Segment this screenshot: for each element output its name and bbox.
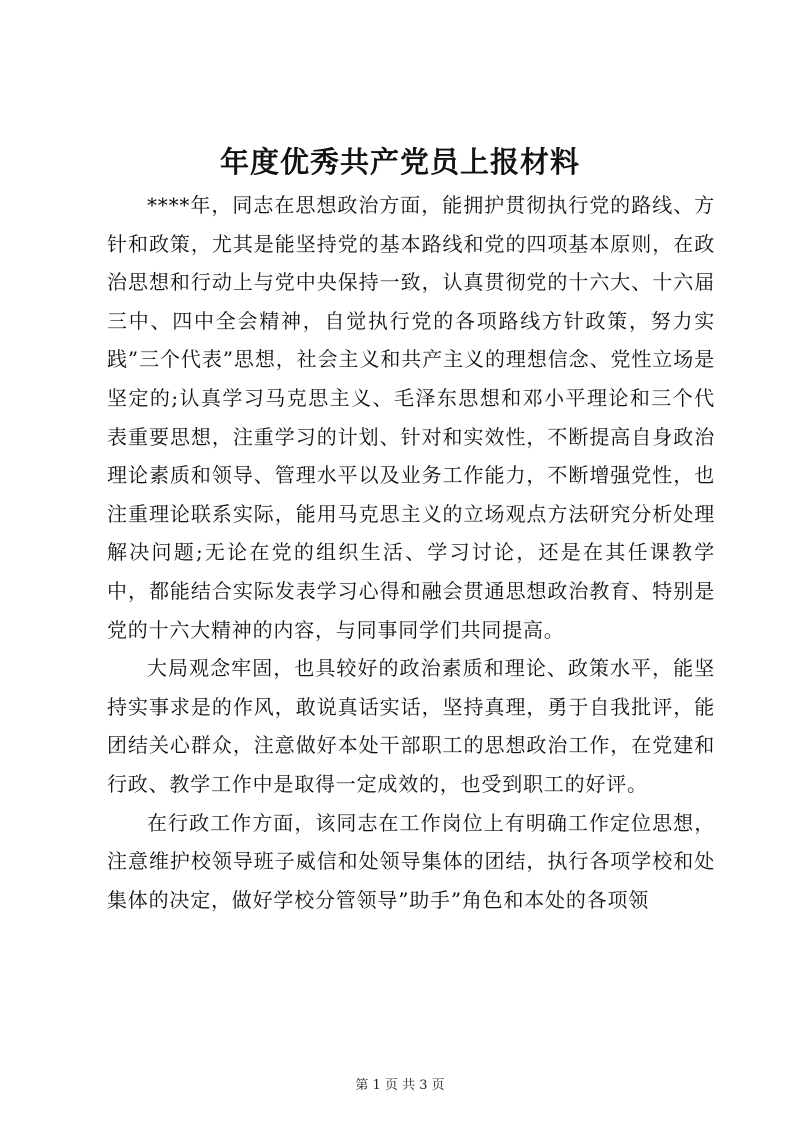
document-body [107, 186, 715, 919]
page-footer: 第 1 页 共 3 页 [355, 1078, 445, 1093]
document-title: 年度优秀共产党员上报材料 [219, 145, 580, 179]
paragraph-2: 大局观念牢固，也具较好的政治素质和理论、政策水平，能坚持实事求是的作风，敢说真话实话，坚持真理，勇于自我批评，能团结关心群众，注意做好本处干部职工的思想政治工作，在党建和行政、教学工作中是取得一定成效的，也受到职工的好评。 [107, 656, 715, 796]
paragraph-3: 在行政工作方面，该同志在工作岗位上有明确工作定位思想，注意维护校领导班子威信和处领导集体的团结，执行各项学校和处集体的决定，做好学校分管领导”助手”角色和本处的各项领 [107, 810, 715, 912]
paragraph-1: ****年，同志在思想政治方面，能拥护贯彻执行党的路线、方针和政策，尤其是能坚持党的基本路线和党的四项基本原则，在政治思想和行动上与党中央保持一致，认真贯彻党的十六大、十六届三中、四中全会精神，自觉执行党的各项路线方针政策，努力实践”三个代表”思想，社会主义和共产主义的理想信念、党性立场是坚定的;认真学习马克思主义、毛泽东思想和邓小平理论和三个代表重要思想，注重学习的计划、针对和实效性，不断提高自身政治理论素质和领导、管理水平以及业务工作能力，不断增强党性，也注重理论联系实际，能用马克思主义的立场观点方法研究分析处理解决问题;无论在党的组织生活、学习讨论，还是在其任课教学中，都能结合实际发表学习心得和融会贯通思想政治教育、特别是党的十六大精神的内容，与同事同学们共同提高。 [107, 193, 715, 642]
